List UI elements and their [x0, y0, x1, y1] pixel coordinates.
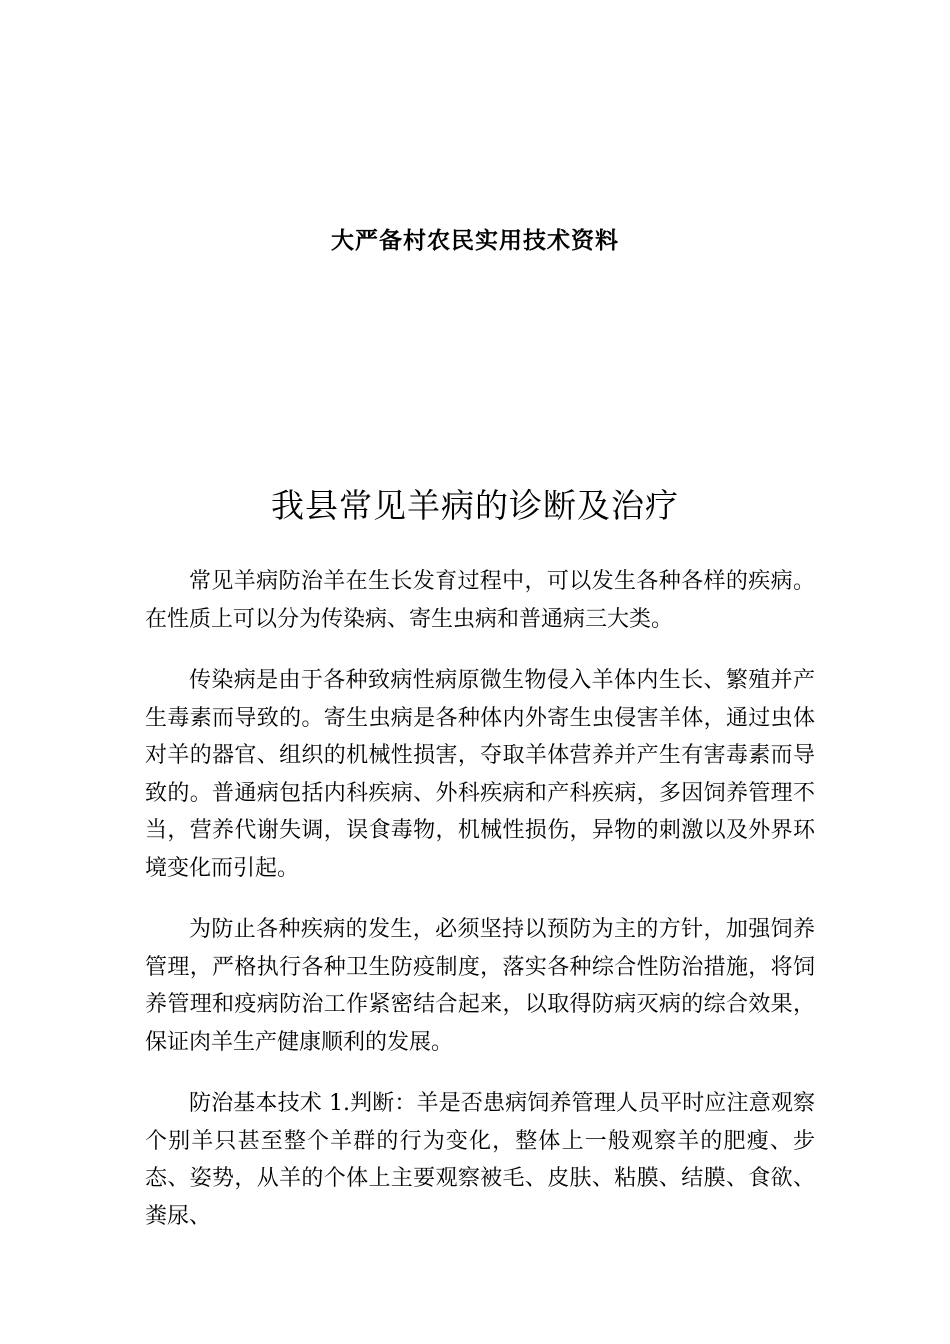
document-title: 我县常见羊病的诊断及治疗 [271, 486, 679, 525]
paragraph-basic-techniques: 防治基本技术 1.判断：羊是否患病饲养管理人员平时应注意观察个别羊只甚至整个羊群的行为变化，整体上一般观察羊的肥瘦、步态、姿势，从羊的个体上主要观察被毛、皮肤、粘膜、结膜、食欲、粪尿、 [145, 1091, 815, 1229]
paragraph-disease-types: 传染病是由于各种致病性病原微生物侵入羊体内生长、繁殖并产生毒素而导致的。寄生虫病是各种体内外寄生虫侵害羊体，通过虫体对羊的器官、组织的机械性损害，夺取羊体营养并产生有害毒素而导致的。普通病包括内科疾病、外科疾病和产科疾病，多因饲养管理不当，营养代谢失调，误食毒物，机械性损伤，异物的刺激以及外界环境变化而引起。 [145, 668, 815, 881]
document-body [145, 563, 815, 1259]
document-header: 大严备村农民实用技术资料 [331, 228, 619, 254]
paragraph-intro: 常见羊病防治羊在生长发育过程中，可以发生各种各样的疾病。在性质上可以分为传染病、寄生虫病和普通病三大类。 [145, 569, 815, 632]
paragraph-prevention: 为防止各种疾病的发生，必须坚持以预防为主的方针，加强饲养管理，严格执行各种卫生防疫制度，落实各种综合性防治措施，将饲养管理和疫病防治工作紧密结合起来，以取得防病灭病的综合效果，保证肉羊生产健康顺利的发展。 [145, 917, 815, 1055]
